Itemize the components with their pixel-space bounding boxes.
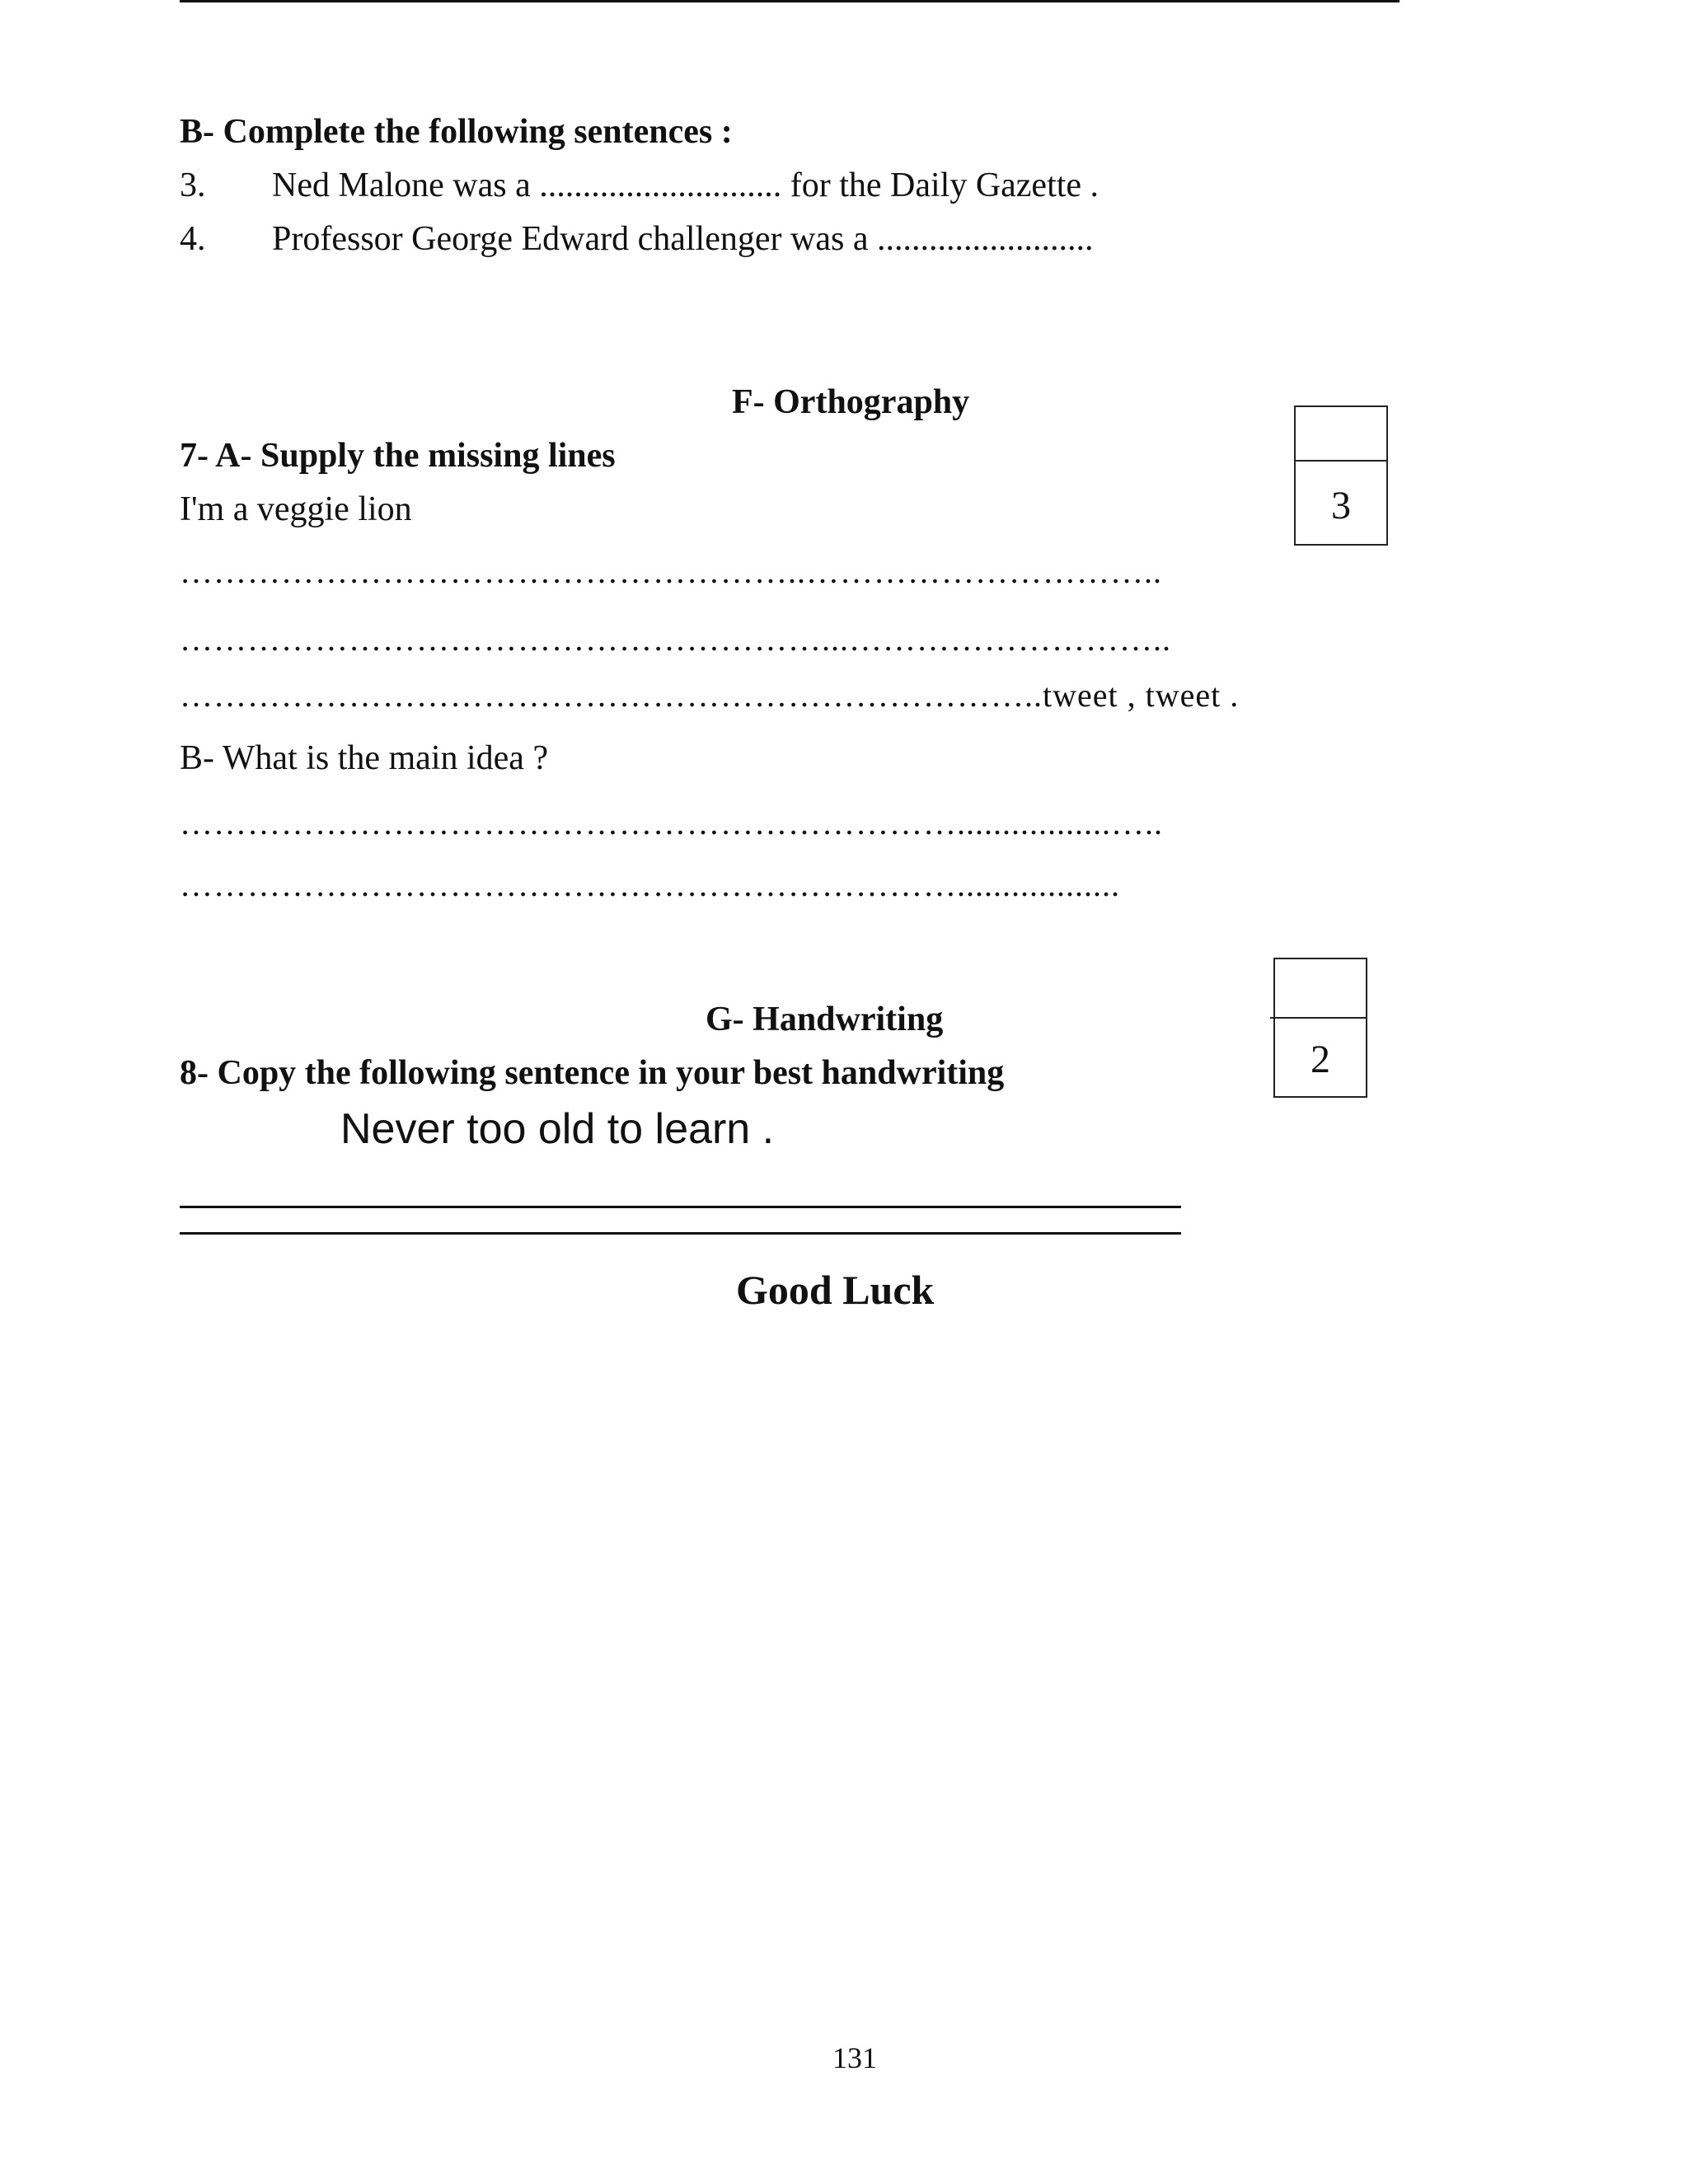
answer-line-1[interactable]: …………………………………………………………….................….. (180, 804, 1163, 841)
section-f-heading: F- Orthography (732, 383, 970, 421)
item-4-text: Professor George Edward challenger was a ......................... (272, 220, 1094, 258)
score-f: 3 (1331, 484, 1351, 527)
poem-first-line: I'm a veggie lion (180, 490, 412, 528)
item-3-text: Ned Malone was a ............................ for the Daily Gazette . (272, 166, 1100, 204)
blank-line-2[interactable]: …………………………………………………...……………………….. (180, 621, 1171, 658)
good-luck: Good Luck (736, 1267, 935, 1313)
blank-line-3[interactable]: …………………………………………………………………..tweet , tweet . (180, 677, 1240, 714)
top-rule (180, 0, 1400, 2)
handwriting-line-1[interactable] (180, 1206, 1181, 1208)
score-box-f (1294, 405, 1388, 546)
answer-line-2[interactable]: …………………………………………………………….................. (180, 866, 1120, 903)
blank-line-1[interactable]: ………………………………………………..………………………….. (180, 553, 1162, 590)
question-8: 8- Copy the following sentence in your best handwriting (180, 1054, 1005, 1092)
handwriting-line-2[interactable] (180, 1232, 1181, 1235)
question-7b: B- What is the main idea ? (180, 739, 549, 777)
score-box-g (1273, 958, 1367, 1098)
item-4-number: 4. (180, 220, 206, 258)
page-number: 131 (832, 2041, 877, 2074)
question-7a: 7- A- Supply the missing lines (180, 437, 616, 475)
handwriting-sentence: Never too old to learn . (340, 1105, 775, 1153)
score-box-f-divider (1296, 460, 1386, 462)
score-box-g-divider (1270, 1017, 1366, 1019)
section-g-heading: G- Handwriting (706, 1001, 944, 1038)
score-g: 2 (1311, 1038, 1330, 1081)
section-b-title: B- Complete the following sentences : (180, 113, 733, 151)
item-3-number: 3. (180, 166, 206, 204)
